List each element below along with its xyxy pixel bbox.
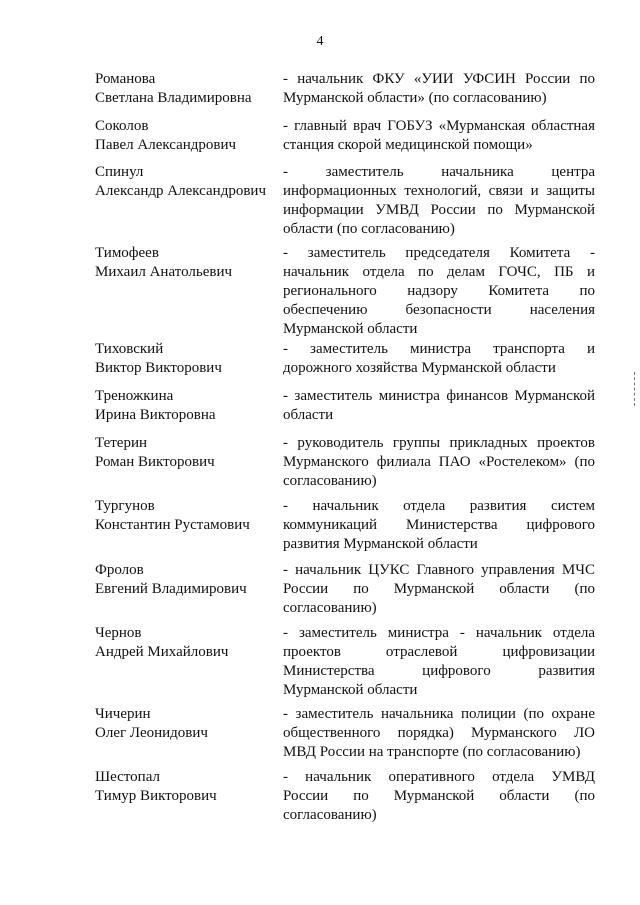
member-position-line: Мурманского филиала ПАО «Ростелеком» (по <box>283 454 595 470</box>
member-position <box>283 561 595 618</box>
member-position-line: станция скорой медицинской помощи» <box>283 137 533 153</box>
member-position-line: обеспечению безопасности населения <box>283 302 595 318</box>
member-name <box>95 163 275 201</box>
member-surname: Чичерин <box>95 706 151 722</box>
member-name <box>95 497 275 535</box>
member-surname: Треножкина <box>95 388 174 404</box>
member-position-line: Мурманской области» (по согласованию) <box>283 90 547 106</box>
member-position <box>283 624 595 700</box>
member-position-line: регионального надзору Комитета по <box>283 283 595 299</box>
member-position <box>283 340 595 378</box>
member-position <box>283 497 595 554</box>
member-position-line: области <box>283 407 334 423</box>
member-name <box>95 561 275 599</box>
member-name <box>95 340 275 378</box>
member-position-line: согласованию) <box>283 807 377 823</box>
member-position-line: Мурманской области <box>283 321 418 337</box>
member-given-names: Ирина Викторовна <box>95 407 216 423</box>
member-given-names: Михаил Анатольевич <box>95 264 233 280</box>
member-surname: Соколов <box>95 118 149 134</box>
member-surname: Тиховский <box>95 341 164 357</box>
member-position <box>283 70 595 108</box>
member-name <box>95 70 275 108</box>
member-position-line: Мурманской области <box>283 682 418 698</box>
member-position-line: России по Мурманской области (по <box>283 788 595 804</box>
member-position-line: России по Мурманской области (по <box>283 581 595 597</box>
member-surname: Шестопал <box>95 769 160 785</box>
member-position-line: - заместитель начальника полиции (по охране <box>283 706 595 722</box>
member-given-names: Александр Александрович <box>95 183 266 199</box>
member-surname: Романова <box>95 71 156 87</box>
member-position-line: проектов отраслевой цифровизации <box>283 644 595 660</box>
member-position-line: - заместитель министра транспорта и <box>283 341 595 357</box>
member-surname: Тетерин <box>95 435 148 451</box>
member-position-line: - заместитель начальника центра <box>283 164 595 180</box>
page-number: 4 <box>316 34 324 49</box>
member-position-line: информационных технологий, связи и защиты <box>283 183 595 199</box>
member-given-names: Светлана Владимировна <box>95 90 252 106</box>
member-position-line: - главный врач ГОБУЗ «Мурманская областная <box>283 118 595 134</box>
member-position <box>283 244 595 339</box>
member-surname: Тургунов <box>95 498 155 514</box>
member-position-line: - руководитель группы прикладных проектов <box>283 435 595 451</box>
member-position-line: развития Мурманской области <box>283 536 478 552</box>
member-position-line: области (по согласованию) <box>283 221 455 237</box>
member-given-names: Евгений Владимирович <box>95 581 247 597</box>
member-position <box>283 705 595 762</box>
member-given-names: Роман Викторович <box>95 454 215 470</box>
member-position <box>283 163 595 239</box>
member-name <box>95 768 275 806</box>
member-position <box>283 117 595 155</box>
member-position-line: МВД России на транспорте (по согласованию) <box>283 744 581 760</box>
member-position <box>283 387 595 425</box>
member-position-line: общественного порядка) Мурманского ЛО <box>283 725 595 741</box>
member-position-line: начальник отдела по делам ГОЧС, ПБ и <box>283 264 595 280</box>
member-name <box>95 434 275 472</box>
member-name <box>95 387 275 425</box>
member-surname: Спинул <box>95 164 144 180</box>
member-position-line: - заместитель министра финансов Мурманской <box>283 388 595 404</box>
member-given-names: Тимур Викторович <box>95 788 217 804</box>
member-position-line: согласованию) <box>283 473 377 489</box>
member-name <box>95 624 275 662</box>
member-position <box>283 768 595 825</box>
member-position <box>283 434 595 491</box>
member-position-line: информации УМВД России по Мурманской <box>283 202 595 218</box>
member-given-names: Павел Александрович <box>95 137 237 153</box>
member-position-line: - заместитель председателя Комитета - <box>283 245 595 261</box>
member-position-line: - начальник оперативного отдела УМВД <box>283 769 595 785</box>
member-position-line: согласованию) <box>283 600 377 616</box>
member-name <box>95 117 275 155</box>
member-position-line: - начальник отдела развития систем <box>283 498 595 514</box>
member-given-names: Олег Леонидович <box>95 725 208 741</box>
member-position-line: - начальник ЦУКС Главного управления МЧС <box>283 562 595 578</box>
member-position-line: - начальник ФКУ «УИИ УФСИН России по <box>283 71 595 87</box>
member-surname: Фролов <box>95 562 144 578</box>
member-name <box>95 705 275 743</box>
member-position-line: коммуникаций Министерства цифрового <box>283 517 595 533</box>
member-surname: Чернов <box>95 625 142 641</box>
member-given-names: Виктор Викторович <box>95 360 222 376</box>
member-surname: Тимофеев <box>95 245 159 261</box>
member-position-line: дорожного хозяйства Мурманской области <box>283 360 556 376</box>
member-position-line: Министерства цифрового развития <box>283 663 595 679</box>
scan-edge-mark <box>634 372 638 406</box>
member-position-line: - заместитель министра - начальник отдела <box>283 625 595 641</box>
member-name <box>95 244 275 282</box>
member-given-names: Андрей Михайлович <box>95 644 229 660</box>
member-given-names: Константин Рустамович <box>95 517 250 533</box>
